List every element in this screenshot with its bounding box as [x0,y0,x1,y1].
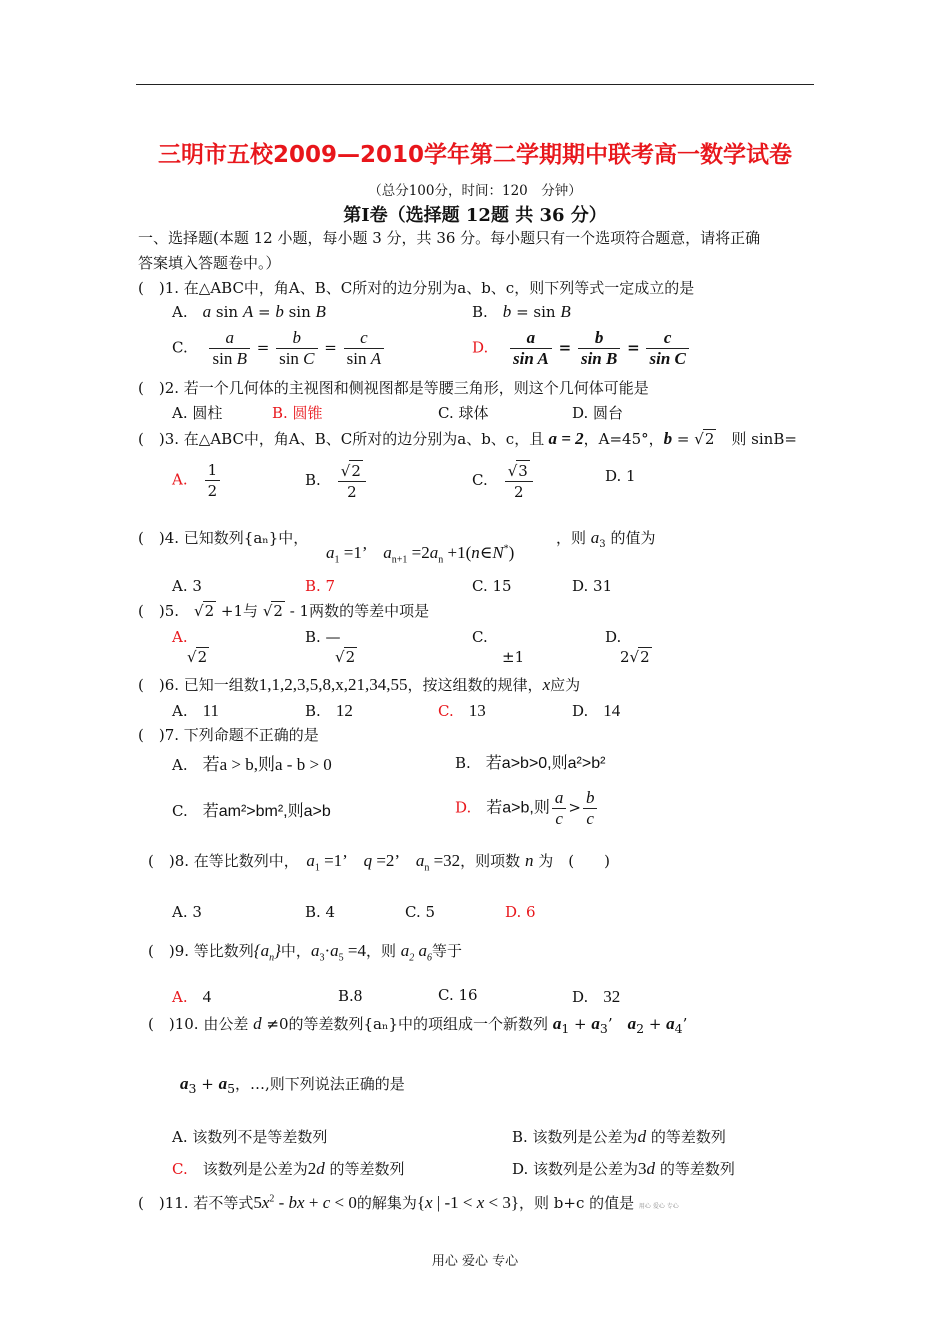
q2-option-a: A. 圆柱 [172,404,223,422]
q5-option-a: A. √2 [172,628,208,666]
q2-option-d: D. 圆台 [572,404,624,422]
q6-option-a: A. 11 [172,701,219,720]
q10-option-c: C. 该数列是公差为2d 的等差数列 [172,1159,405,1178]
part-heading: 第Ⅰ卷（选择题 12题 共 36 分） [343,205,607,226]
q8-option-d: D. 6 [505,903,536,921]
q8-option-a: A. 3 [172,903,202,921]
q6-option-c: C. 13 [438,701,486,720]
q10-option-b: B. 该数列是公差为d 的等差数列 [512,1127,726,1146]
q4-option-a: A. 3 [172,577,202,595]
q7-stem: ( )7. 下列命题不正确的是 [138,726,319,744]
q10-stem-2: $a_3 + a_5$，…,则下列说法正确的是 [180,1074,405,1096]
q8-stem: ( )8. 在等比数列中， $a_1 =1$’ q =2’ $a_n =32$，则项数 n 为 ( ) [148,851,610,874]
q4-stem: ( )4. 已知数列{aₙ}中， [138,529,309,547]
q1-option-a: A. a sin A = b sin B [172,302,326,321]
q4-option-d: D. 31 [572,577,613,595]
q3-stem: ( )3. 在△ABC中，角A、B、C所对的边分别为a、b、c，且 a = 2，A=45°，b = √2 则 sinB= [138,429,797,448]
q4-tail: ，则 $a_3$ 的值为 [556,528,656,550]
instructions-line-1: 一、选择题(本题 12 小题，每小题 3 分，共 36 分。每小题只有一个选项符合题意，请将正确 [138,229,761,247]
q2-stem: ( )2. 若一个几何体的主视图和侧视图都是等腰三角形，则这个几何体可能是 [138,379,649,397]
q9-option-a: A. 4 [172,987,212,1006]
q8-option-c: C. 5 [405,903,436,921]
q9-option-c: C. 16 [438,986,478,1004]
q1-stem: ( )1. 在△ABC中，角A、B、C所对的边分别为a、b、c，则下列等式一定成立的是 [138,279,695,297]
page-title: 三明市五校2009—2010学年第二学期期中联考高一数学试卷 [157,142,793,168]
q3-option-a: A. $\frac{1}{2}$ [172,460,222,501]
q5-stem: ( )5. √2 +1与 √2 - 1两数的等差中项是 [138,602,430,620]
q5-option-b: B. — √2 [305,628,356,666]
q3-option-b: B. $\frac{√2}{2}$ [305,460,368,502]
q4-option-b: B. 7 [305,577,336,595]
q7-option-a: A. 若a > b,则a - b > 0 [172,755,332,774]
exam-info: （总分100分，时间：120 分钟） [368,183,582,199]
top-rule [136,84,814,85]
q2-option-b: B. 圆锥 [272,404,323,422]
q6-option-b: B. 12 [305,701,353,720]
q2-option-c: C. 球体 [438,404,489,422]
q7-option-d: D. 若a>b,则 $\frac{a}{c}$ > $\frac{b}{c}$ [455,788,599,829]
q7-option-c: C. 若am²>bm²,则a>b [172,802,331,820]
q1-option-d: D. $\frac{a}{\text{sin A}}$ = $\frac{b}{\text{sin B}}$ = $\frac{c}{\text{sin C}}$ [472,328,691,369]
q1-option-c: C. $\frac{a}{\text{sin B}}$ = $\frac{b}{\text{sin C}}$ = $\frac{c}{\text{sin A}}$ [172,328,386,369]
q11-stem: ( )11. 若不等式$5x^2$ - bx + c < 0的解集为{x | -1 < x < 3}，则 b+c 的值是 用心 爱心 专心 [138,1193,679,1212]
q10-option-d: D. 该数列是公差为3d 的等差数列 [512,1159,735,1178]
q10-option-a: A. 该数列不是等差数列 [172,1128,328,1146]
q9-option-d: D. 32 [572,987,621,1006]
q5-option-c: C. ±1 [472,628,525,666]
q4-formula: $a_1 =1$’ $a_{n+1} =2a_n$ +1(n∈N*) [326,543,515,566]
q10-stem: ( )10. 由公差 d ≠0的等差数列{aₙ}中的项组成一个新数列 $a_1 + a_3$’ $a_2 + a_4$’ [148,1014,688,1036]
q3-option-c: C. $\frac{√3}{2}$ [472,460,535,502]
q3-option-d: D. 1 [605,467,636,485]
q9-stem: ( )9. 等比数列$\{a_n\}$中，$a_3\cdot a_5 =4$，则 $a_2$ $a_6$等于 [148,941,463,964]
q1-option-b: B. b = sin B [472,302,571,321]
q5-option-d: D. 2√2 [605,628,650,666]
q9-option-b: B.8 [338,986,363,1005]
q6-stem: ( )6. 已知一组数1,1,2,3,5,8,x,21,34,55，按这组数的规律，x应为 [138,675,581,694]
q4-option-c: C. 15 [472,577,512,595]
instructions-line-2: 答案填入答题卷中。） [138,254,281,272]
q7-option-b: B. 若a>b>0,则a²>b² [455,754,606,772]
q8-option-b: B. 4 [305,903,336,921]
q6-option-d: D. 14 [572,701,621,720]
page-footer: 用心 爱心 专心 [431,1254,519,1269]
